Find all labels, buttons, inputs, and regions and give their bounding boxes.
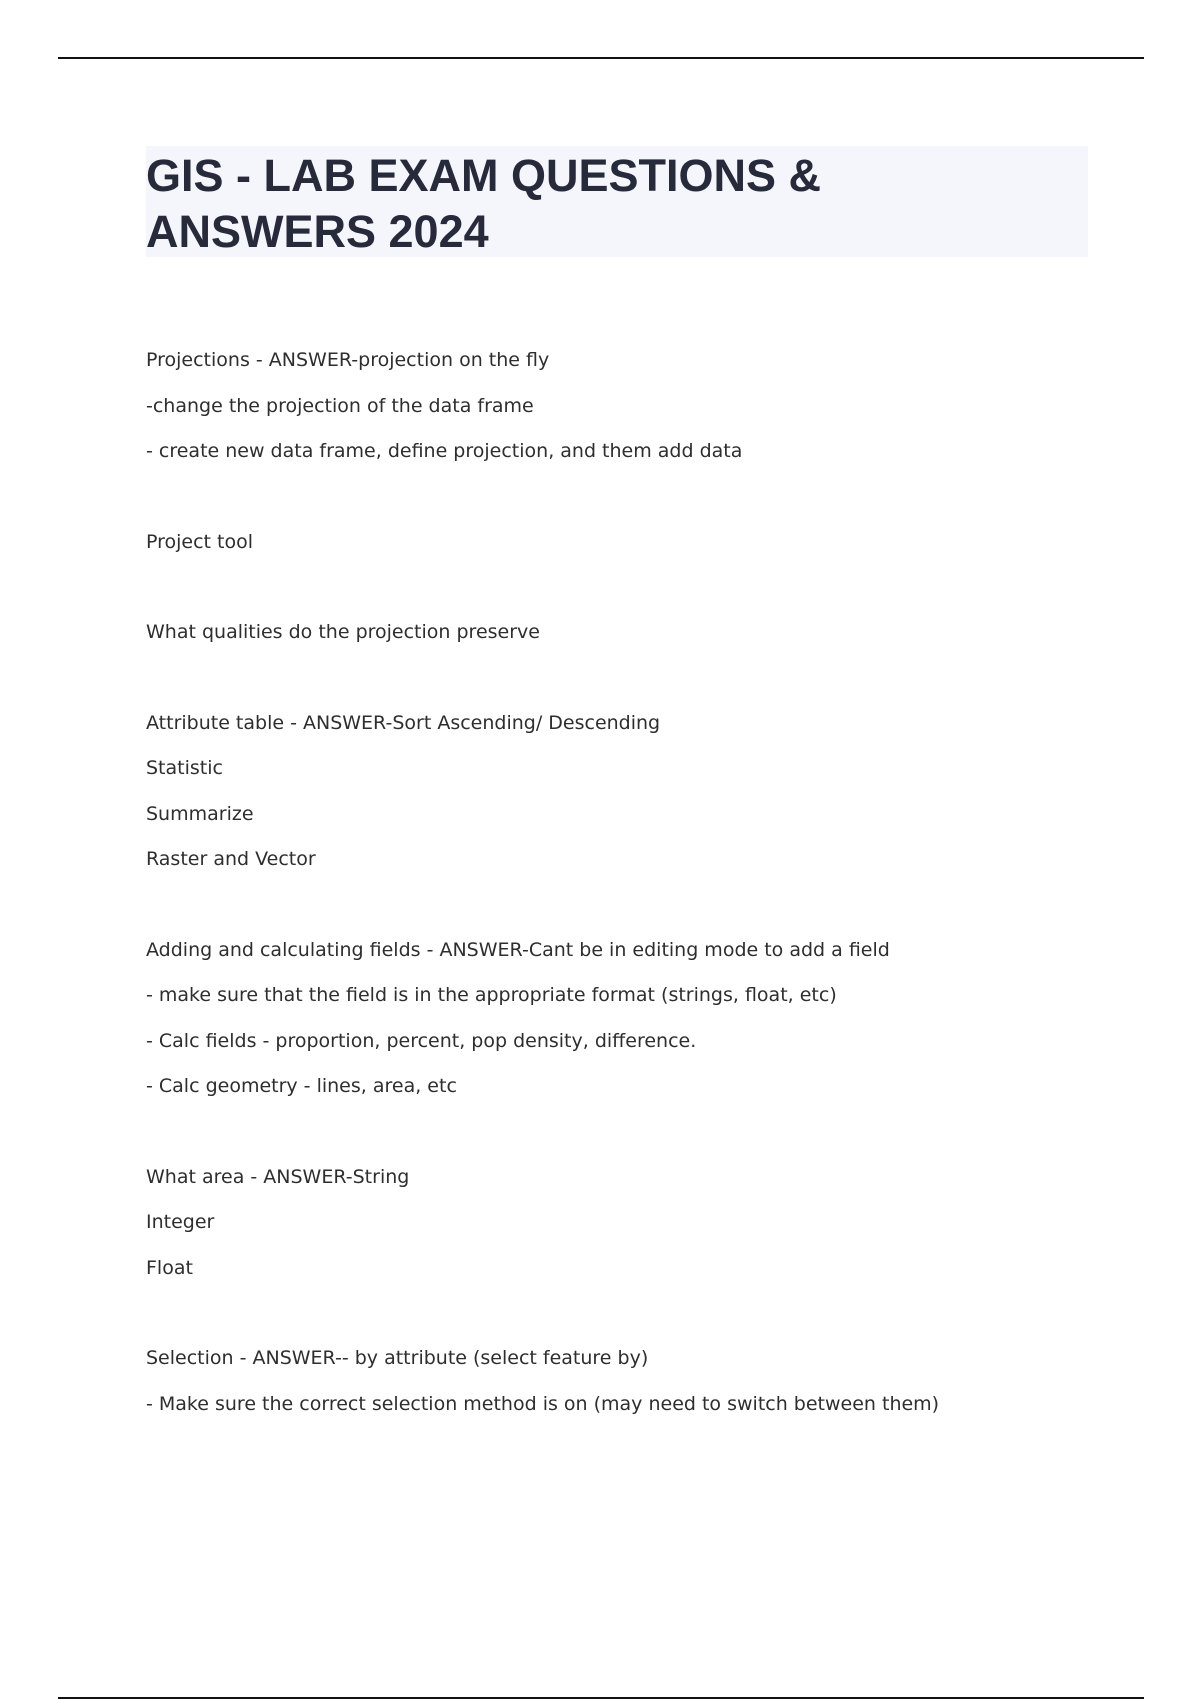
text-line: - create new data frame, define projection, and them add data: [146, 440, 743, 462]
text-line: What qualities do the projection preserve: [146, 621, 540, 643]
bottom-rule: [58, 1697, 1144, 1699]
text-line: -change the projection of the data frame: [146, 394, 534, 417]
text-line: Selection - ANSWER-- by attribute (select feature by): [146, 1347, 649, 1369]
text-line: Project tool: [146, 530, 254, 553]
document-title: GIS - LAB EXAM QUESTIONS & ANSWERS 2024: [146, 150, 822, 257]
top-rule: [58, 57, 1144, 59]
qa-block-qualities: [146, 618, 1146, 664]
text-line: Float: [146, 1256, 193, 1279]
qa-block-fields: [146, 936, 1146, 1118]
qa-block-what-area: [146, 1163, 1146, 1300]
qa-block-project-tool: [146, 528, 1146, 574]
qa-block-attribute-table: [146, 709, 1146, 891]
text-line: - Calc geometry - lines, area, etc: [146, 1075, 457, 1097]
qa-block-selection: [146, 1344, 1146, 1435]
qa-block-projections: [146, 346, 1146, 483]
text-line: Integer: [146, 1211, 215, 1233]
text-line: Raster and Vector: [146, 848, 316, 870]
text-line: Adding and calculating fields - ANSWER-Cant be in editing mode to add a field: [146, 938, 890, 961]
text-line: Statistic: [146, 757, 223, 779]
document-body: [146, 346, 1146, 1480]
title-banner: [146, 146, 1088, 257]
text-line: - Make sure the correct selection method is on (may need to switch between them): [146, 1392, 940, 1415]
text-line: Attribute table - ANSWER-Sort Ascending/ Descending: [146, 711, 661, 734]
text-line: Projections - ANSWER-projection on the fly: [146, 349, 550, 371]
text-line: What area - ANSWER-String: [146, 1165, 410, 1188]
text-line: - Calc fields - proportion, percent, pop density, difference.: [146, 1029, 697, 1052]
text-line: - make sure that the field is in the appropriate format (strings, float, etc): [146, 984, 837, 1006]
text-line: Summarize: [146, 802, 254, 825]
